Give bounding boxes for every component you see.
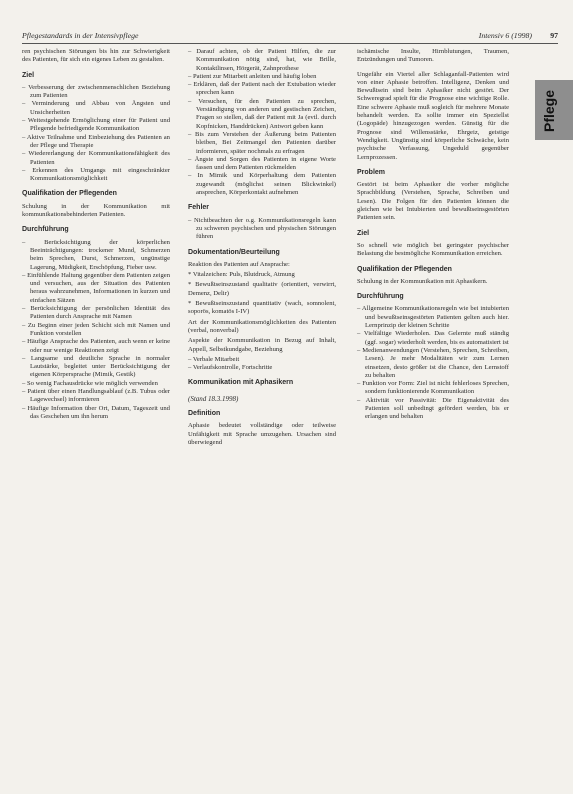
list-item: – Medienanwendungen (Verstehen, Sprechen, Schreiben, Lesen). Je mehr Modalitäten wir zum Lernen einsetzen, desto größer ist die Chance, den Lernstoff zu behalten <box>357 347 509 380</box>
header-issue: Intensiv 6 (1998) <box>478 31 532 40</box>
list-item: – Verlaufskontrolle, Fortschritte <box>188 364 336 372</box>
heading-durchfuehrung-aphasie: Durchführung <box>357 293 404 301</box>
list-item: – Häufige Ansprache des Patienten, auch wenn er keine oder nur wenige Reaktionen zeigt <box>22 338 170 355</box>
list-item: – Weitestgehende Ermöglichung einer für Patient und Pflegende befriedigende Kommunikation <box>22 117 170 134</box>
dokumentation-item: * Vitalzeichen: Puls, Blutdruck, Atmung <box>188 271 295 279</box>
heading-qualifikation-aphasie: Qualifikation der Pflegenden <box>357 265 452 273</box>
dokumentation-item: Art der Kommunikationsmöglichkeiten des Patienten (verbal, nonverbal) <box>188 318 336 334</box>
intro-text: ren psychischen Störungen bis hin zur Schwierigkeit des Patienten, für sich ein eigenes Leben zu gestalten. <box>22 48 170 64</box>
column-3 <box>357 48 509 428</box>
list-item: – Wiedererlangung der Kommunikationsfähigkeit des Patienten <box>22 150 170 167</box>
column-2 <box>188 48 336 453</box>
list-item: – Funktion vor Form: Ziel ist nicht fehlerloses Sprechen, sondern funktionierende Kommunikation <box>357 380 509 397</box>
dokumentation-intro: Reaktion des Patienten auf Ansprache: <box>188 260 290 268</box>
definition-text: Aphasie bedeutet vollständige oder teilweise Unfähigkeit mit Sprache umzugehen. Ursachen sind überwiegend <box>188 422 336 446</box>
dokumentation-item: * Bewußtseinszustand quantitativ (wach, somnolent, soporös, komatös I-IV) <box>188 300 336 316</box>
durchfuehrung-aphasie-list <box>357 305 509 421</box>
list-item: – Zu Beginn einer jeden Schicht sich mit Namen und Funktion vorstellen <box>22 322 170 339</box>
durchfuehrung-list-continued <box>188 48 336 197</box>
aphasie-text: Ungefähr ein Viertel aller Schlaganfall-Patienten wird von einer Aphasie betroffen. Intelligenz, Denken und Bewußtsein sind beim Aphasiker nicht gestört. Der Schweregrad spielt für die Prognose eine wichtige Rolle. Eine schwere Aphasie muß sogleich für mehrere Monate behandelt werden. Es sollte immer ein Speziellst (Logopäde) hinzugezogen werden. Günstig für die Prognose sind Willensstärke, Ehrgeiz, geistige Wendigkeit. Ungünstig sind körperliche Schwäche, kein psychische Verfassung, Ungeduld gegenüber Lernprozessen. <box>357 70 509 161</box>
heading-aphasiker: Kommunikation mit Aphasikern <box>188 379 294 387</box>
qualifikation-aphasie-text: Schulung in der Kommunikation mit Aphasikern. <box>357 277 488 285</box>
list-item: – Allgemeine Kommunikationsregeln wie bei intubierten und bewußtseinsgestörten Patienten gelten auch hier. Lernprinzip der kleinen Schritte <box>357 305 509 330</box>
list-item: – Langsame und deutliche Sprache in normaler Lautstärke, begleitet unter Berücksichtigung der eigenen Körpersprache (Mimik, Gestik) <box>22 355 170 380</box>
ziel-list <box>22 84 170 184</box>
list-item: – Vielfältige Wiederholen. Das Gelernte muß ständig (ggf. sogar) wiederholt werden, bis es automatisiert ist <box>357 330 509 347</box>
fehler-list <box>188 217 336 242</box>
section-tab-label: Pflege <box>541 89 557 132</box>
heading-definition: Definition <box>188 409 221 417</box>
list-item: – Aktive Teilnahme und Einbeziehung des Patienten an der Pflege und Therapie <box>22 134 170 151</box>
list-item: – Berücksichtigung der körperlichen Beeinträchtigungen: trockener Mund, Schmerzen beim Sprechen, Durst, Schmerzen, ungünstige Lagerung, Müdigkeit, Erschöpfung, Fieber usw. <box>22 239 170 272</box>
list-item: – Aktivität vor Passivität: Die Eigenaktivität des Patienten soll unbedingt gefördert werden, bis er erlangen und behalten <box>357 397 509 422</box>
heading-ziel: Ziel <box>22 71 35 79</box>
list-item: – Darauf achten, ob der Patient Hilfen, die zur Kommunikation nötig sind, hat, wie Brille, Kontaktlinsen, Hörgerät, Zahnprothese <box>188 48 336 73</box>
page-number: 97 <box>550 31 558 40</box>
list-item: – Erkennen des Umgangs mit eingeschränkter Kommunikationsmöglichkeit <box>22 167 170 184</box>
heading-problem: Problem <box>357 168 386 176</box>
list-item: – Verbale Mitarbeit <box>188 356 336 364</box>
section-tab <box>535 80 573 140</box>
list-item: – Bis zum Verstehen der Äußerung beim Patienten bleiben, Bei Zeitmangel den Patienten darüber informieren, später nochmals zu erfragen <box>188 131 336 156</box>
list-item: – Verbesserung der zwischenmenschlichen Beziehung zum Patienten <box>22 84 170 101</box>
dokumentation-list <box>188 356 336 373</box>
header-title: Pflegestandards in der Intensivpflege <box>22 31 139 40</box>
ziel-text: So schnell wie möglich bei geringster psychischer Belastung die bestmögliche Kommunikation erreichen. <box>357 241 509 258</box>
problem-text: Gestört ist beim Aphasiker die vorher mögliche Sprachbildung (Verstehen, Sprache, Schreiben und Lesen). Die Folgen für den Patienten können die gleichen wie bei Intubierten und bewußtseinsgestörten Patienten sein. <box>357 181 509 222</box>
heading-dokumentation: Dokumentation/Beurteilung <box>188 248 280 256</box>
list-item: – Verminderung und Abbau von Ängsten und Unsicherheiten <box>22 100 170 117</box>
list-item: – Ängste und Sorgen des Patienten in eigene Worte fassen und dem Patienten rückmelden <box>188 156 336 173</box>
dokumentation-item: Aspekte der Kommunikation in Bezug auf Inhalt, Appell, Selbstkundgabe, Beziehung <box>188 337 336 353</box>
list-item: – Häufige Information über Ort, Datum, Tageszeit und das Geschehen um ihn herum <box>22 405 170 422</box>
heading-fehler: Fehler <box>188 204 210 212</box>
ursachen-text: ischämische Insulte, Hirnblutungen, Traumen, Entzündungen und Tumoren. <box>357 48 509 64</box>
heading-durchfuehrung: Durchführung <box>22 226 69 234</box>
list-item: – In Mimik und Körperhaltung dem Patienten zugewandt (möglichst seinen Blickwinkel) ansprechen, Körperkontakt aufnehmen <box>188 172 336 197</box>
header-rule <box>22 43 558 44</box>
list-item: – So wenig Fachausdrücke wie möglich verwenden <box>22 380 170 388</box>
list-item: – Patient zur Mitarbeit anleiten und häufig loben <box>188 73 336 81</box>
list-item: – Patient über einen Handlungsablauf (z.B. Tubus oder Lagewechsel) informieren <box>22 388 170 405</box>
heading-ziel-aphasie: Ziel <box>357 229 370 237</box>
durchfuehrung-list <box>22 239 170 422</box>
list-item: – Nichtbeachten der o.g. Kommunikationsregeln kann zu schweren psychischen und physischen Störungen führen <box>188 217 336 242</box>
list-item: – Einfühlende Haltung gegenüber dem Patienten zeigen und versuchen, aus der Situation des Patienten heraus wahrzunehmen, Informationen in kurzen und einfachen Sätzen <box>22 272 170 305</box>
qualifikation-text: Schulung in der Kommunikation mit kommunikationsbehinderten Patienten. <box>22 202 170 219</box>
list-item: – Erklären, daß der Patient nach der Extubation wieder sprechen kann <box>188 81 336 98</box>
list-item: – Berücksichtigung der persönlichen Identität des Patienten durch Ansprache mit Namen <box>22 305 170 322</box>
column-1 <box>22 48 170 427</box>
dokumentation-item: * Bewußtseinszustand qualitativ (orientiert, verwirrt, Demenz, Delir) <box>188 281 336 297</box>
stand-date: (Stand 18.3.1998) <box>188 394 239 403</box>
heading-qualifikation: Qualifikation der Pflegenden <box>22 190 117 198</box>
list-item: – Versuchen, für den Patienten zu sprechen, Verständigung von anderen und gestischen Zeichen, Fragen so stellen, daß der Patient mit Ja (evtl. durch Kopfnicken, Handdrücken) Antwort geben kann <box>188 98 336 131</box>
